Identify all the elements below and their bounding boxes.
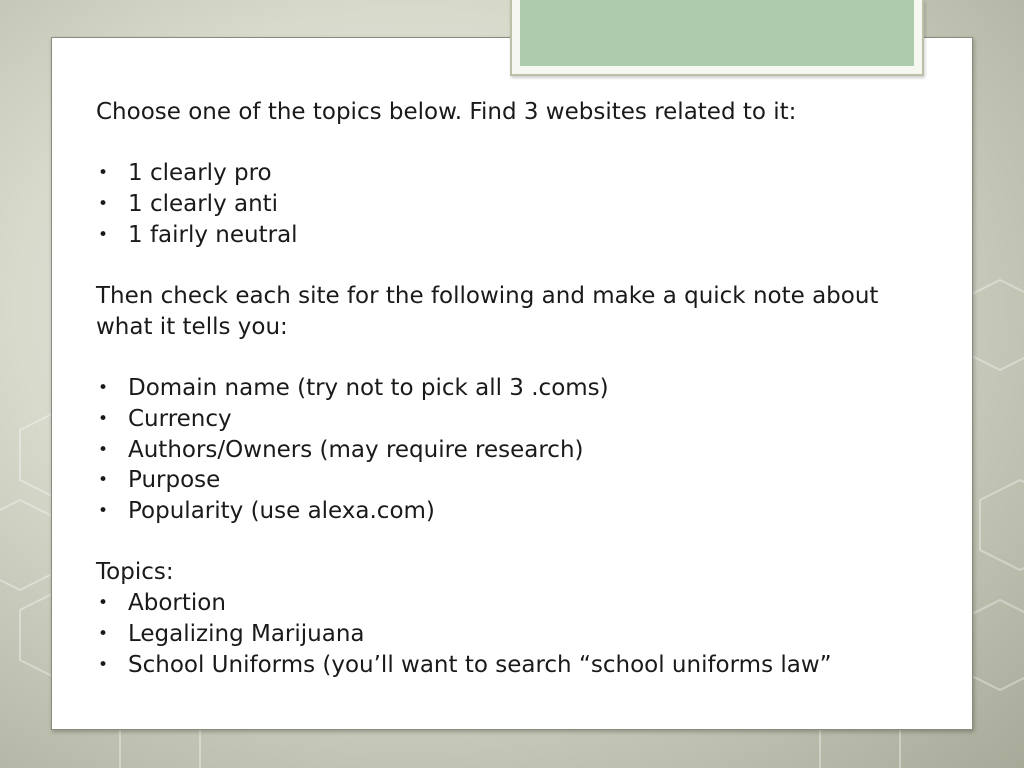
bullet-icon: • [98,623,109,644]
list-item: • Abortion [96,588,936,619]
list-item: • School Uniforms (you’ll want to search “school uniforms law” [96,650,936,681]
bullet-icon: • [98,470,109,491]
site-types-list [96,158,936,250]
criteria-list [96,373,936,527]
list-item: • Popularity (use alexa.com) [96,496,936,527]
intro-text: Choose one of the topics below. Find 3 websites related to it: [96,99,797,125]
bullet-icon: • [98,224,109,245]
bullet-icon: • [98,654,109,675]
bullet-icon: • [98,501,109,522]
topics-list [96,588,936,680]
bullet-icon: • [98,378,109,399]
list-item: • Legalizing Marijuana [96,619,936,650]
bullet-icon: • [98,163,109,184]
list-item: • Authors/Owners (may require research) [96,435,936,466]
list-item: • Domain name (try not to pick all 3 .coms) [96,373,936,404]
bullet-icon: • [98,194,109,215]
bullet-icon: • [98,408,109,429]
list-item: • 1 clearly anti [96,189,936,220]
bullet-icon: • [98,439,109,460]
list-item: • Currency [96,404,936,435]
instructions-text: Then check each site for the following and make a quick note about what it tells you: [96,283,879,340]
list-item: • 1 clearly pro [96,158,936,189]
topics-heading: Topics: [96,559,174,586]
list-item: • 1 fairly neutral [96,220,936,251]
slide-body [96,97,936,680]
accent-green-block [520,0,914,66]
bullet-icon: • [98,593,109,614]
list-item: • Purpose [96,465,936,496]
